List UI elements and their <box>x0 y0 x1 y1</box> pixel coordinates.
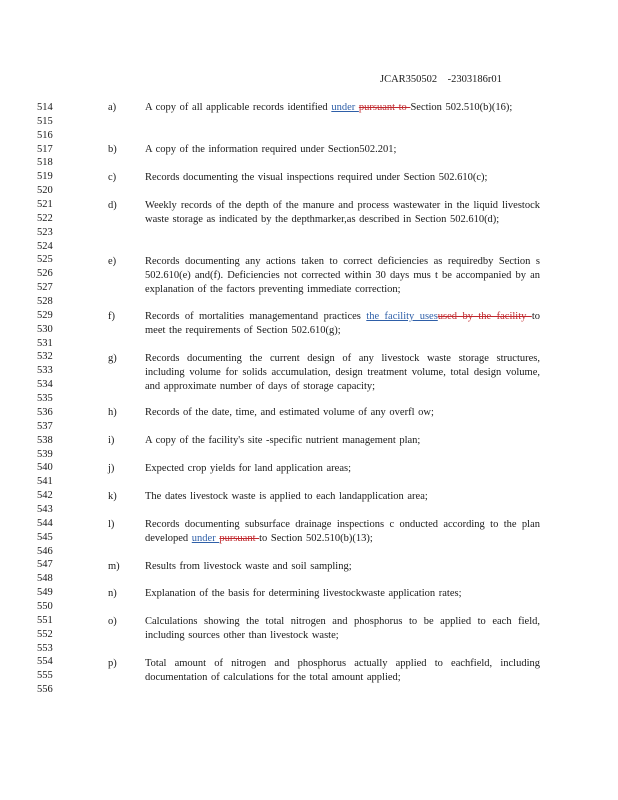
line-number: 556 <box>37 684 53 696</box>
item-b-label: b) <box>108 144 117 155</box>
item-o-text: Calculations showing the total nitrogen and phosphorus to be applied to each field, including sources other than livestock waste; <box>145 616 540 641</box>
item-p-text: Total amount of nitrogen and phosphorus actually applied to eachfield, including documentation of calculations for the total amount applied; <box>145 658 540 683</box>
item-j-label: j) <box>108 463 115 474</box>
inserted-text: under <box>331 102 359 113</box>
line-number: 521 <box>37 199 53 211</box>
line-number: 515 <box>37 115 53 127</box>
deleted-text: pursuant to <box>358 102 411 113</box>
inserted-text: under <box>191 533 220 544</box>
item-d-label: d) <box>108 200 117 211</box>
item-e-text: Records documenting any actions taken to correct deficiencies as requiredby Section s 502.610(e) and(f). Deficiencies not corrected within 30 days mus t be accompanied by an explanation of the factors preventing immediate correction; <box>145 256 540 295</box>
line-number: 547 <box>37 559 53 571</box>
item-c-text: Records documenting the visual inspections required under Section 502.610(c); <box>145 172 488 183</box>
deleted-text: used by the facility <box>437 311 532 322</box>
item-m-text: Results from livestock waste and soil sampling; <box>145 561 352 572</box>
line-number: 552 <box>37 628 53 640</box>
line-number: 527 <box>37 282 53 294</box>
item-h-label: h) <box>108 407 117 418</box>
line-number: 551 <box>37 614 53 626</box>
line-number: 518 <box>37 157 53 169</box>
line-number: 519 <box>37 171 53 183</box>
line-number: 524 <box>37 240 53 252</box>
item-b-text: A copy of the information required under Section502.201; <box>145 144 397 155</box>
item-n-label: n) <box>108 588 117 599</box>
item-p-label: p) <box>108 658 117 669</box>
line-number: 522 <box>37 212 53 224</box>
line-number: 516 <box>37 129 53 141</box>
line-number: 544 <box>37 517 53 529</box>
item-m-label: m) <box>108 561 120 572</box>
line-number: 554 <box>37 656 53 668</box>
line-number: 548 <box>37 573 53 585</box>
line-number: 523 <box>37 226 53 238</box>
line-number: 543 <box>37 503 53 515</box>
item-d-text: Weekly records of the depth of the manure and process wastewater in the liquid livestock waste storage as indicated by the depthmarker,as described in Section 502.610(d); <box>145 200 540 225</box>
line-number: 520 <box>37 185 53 197</box>
item-k-text: The dates livestock waste is applied to each landapplication area; <box>145 491 428 502</box>
deleted-text: pursuant <box>219 533 260 544</box>
line-number: 541 <box>37 476 53 488</box>
line-number: 550 <box>37 600 53 612</box>
item-g-text: Records documenting the current design of any livestock waste storage structures, including volume for solids accumulation, design treatment volume, total design volume, and approximate number of days of storage capacity; <box>145 353 540 392</box>
line-number: 532 <box>37 351 53 363</box>
line-number: 526 <box>37 268 53 280</box>
item-f-label: f) <box>108 311 115 322</box>
line-number: 531 <box>37 337 53 349</box>
item-i-text: A copy of the facility's site -specific nutrient management plan; <box>145 435 421 446</box>
line-number: 537 <box>37 420 53 432</box>
item-f-text: Records of mortalities managementand practices the facility usesused by the facility to meet the requirements of Section 502.610(g); <box>145 311 540 336</box>
item-o-label: o) <box>108 616 117 627</box>
line-number: 538 <box>37 434 53 446</box>
item-a-label: a) <box>108 102 117 113</box>
line-number: 546 <box>37 545 53 557</box>
line-number: 533 <box>37 365 53 377</box>
line-number: 549 <box>37 587 53 599</box>
item-g-label: g) <box>108 353 117 364</box>
item-h-text: Records of the date, time, and estimated volume of any overfl ow; <box>145 407 434 418</box>
item-n-text: Explanation of the basis for determining livestockwaste application rates; <box>145 588 462 599</box>
item-c-label: c) <box>108 172 117 183</box>
line-number: 514 <box>37 102 53 113</box>
line-number: 536 <box>37 406 53 418</box>
line-number: 553 <box>37 642 53 654</box>
line-number: 525 <box>37 254 53 266</box>
line-number: 539 <box>37 448 53 460</box>
line-number: 530 <box>37 323 53 335</box>
item-i-label: i) <box>108 435 115 446</box>
item-l-label: l) <box>108 519 115 530</box>
line-number: 555 <box>37 670 53 682</box>
line-number: 534 <box>37 379 53 391</box>
item-k-label: k) <box>108 491 117 502</box>
item-j-text: Expected crop yields for land application areas; <box>145 463 352 474</box>
item-a-text: A copy of all applicable records identified under pursuant to Section 502.510(b)(16); <box>145 102 513 113</box>
line-number: 545 <box>37 531 53 543</box>
line-number: 529 <box>37 309 53 321</box>
line-number: 540 <box>37 462 53 474</box>
line-number: 535 <box>37 393 53 405</box>
document-header: JCAR350502 -2303186r01 <box>380 74 502 85</box>
item-l-text: Records documenting subsurface drainage inspections c onducted according to the plan developed under pursuant to Section 502.510(b)(13); <box>145 519 540 544</box>
item-e-label: e) <box>108 256 117 267</box>
line-number: 517 <box>37 143 53 155</box>
inserted-text: the facility uses <box>366 311 438 322</box>
line-number: 542 <box>37 490 53 502</box>
line-number: 528 <box>37 296 53 308</box>
